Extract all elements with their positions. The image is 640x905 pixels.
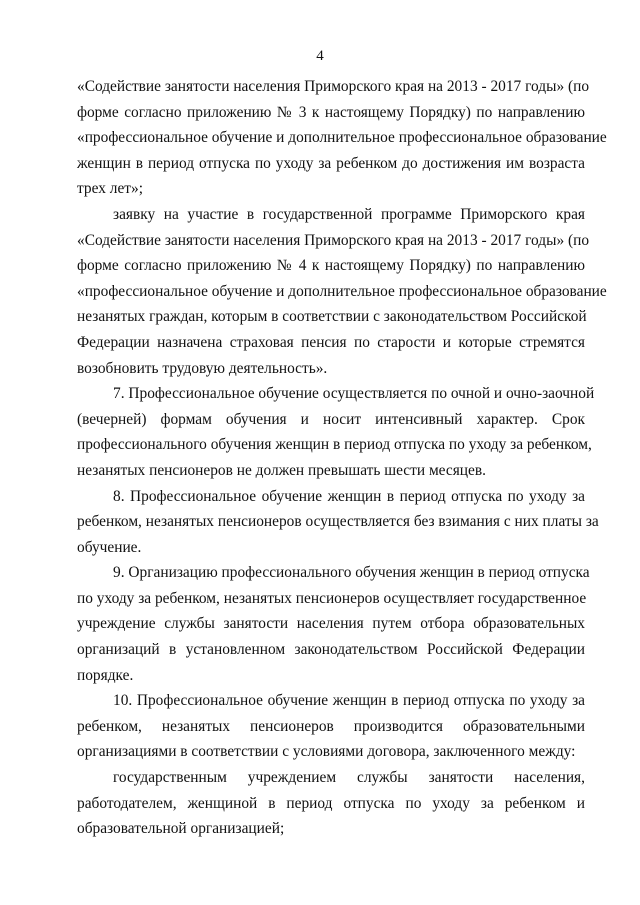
text-line: «Содействие занятости населения Приморского края на 2013 - 2017 годы» (по [77, 231, 590, 249]
text-line: ребенком, незанятых пенсионеров производится образовательными [77, 717, 585, 735]
text-line: возобновить трудовую деятельность». [77, 359, 328, 377]
text-line: 7. Профессиональное обучение осуществляется по очной и очно-заочной [113, 385, 595, 403]
text-line: незанятых граждан, которым в соответствии с законодательством Российской [77, 308, 587, 326]
text-line: форме согласно приложению № 3 к настоящему Порядку) по направлению [77, 103, 585, 121]
text-line: незанятых пенсионеров не должен превышать шести месяцев. [77, 461, 486, 479]
paragraph [77, 688, 585, 765]
text-line: «профессиональное обучение и дополнительное профессиональное образование [77, 129, 607, 147]
text-line: «Содействие занятости населения Приморского края на 2013 - 2017 годы» (по [77, 78, 590, 95]
text-line: заявку на участие в государственной программе Приморского края [113, 205, 585, 223]
text-line: трех лет»; [77, 180, 143, 198]
text-line: 10. Профессиональное обучение женщин в период отпуска по уходу за [113, 692, 585, 710]
text-line: ребенком, незанятых пенсионеров осуществляется без взимания с них платы за [77, 513, 599, 531]
text-line: 8. Профессиональное обучение женщин в период отпуска по уходу за [113, 487, 585, 505]
text-line: «профессиональное обучение и дополнительное профессиональное образование [77, 282, 607, 300]
text-line: организациями в соответствии с условиями договора, заключенного между: [77, 743, 576, 761]
text-line: образовательной организацией; [77, 820, 285, 838]
text-line: по уходу за ребенком, незанятых пенсионеров осуществляет государственное [77, 589, 587, 607]
paragraph [77, 74, 607, 202]
text-line: организаций в установленном законодательством Российской Федерации [77, 641, 585, 659]
paragraph [77, 381, 595, 483]
text-line: 9. Организацию профессионального обучения женщин в период отпуска [113, 564, 590, 582]
paragraph [77, 765, 585, 842]
page-number: 4 [316, 48, 324, 64]
paragraph [77, 560, 590, 688]
text-line: женщин в период отпуска по уходу за ребенком до достижения им возраста [77, 154, 585, 172]
text-line: (вечерней) формам обучения и носит интенсивный характер. Срок [77, 410, 585, 428]
document-body [77, 74, 607, 842]
text-line: работодателем, женщиной в период отпуска по уходу за ребенком и [77, 794, 585, 812]
text-line: форме согласно приложению № 4 к настоящему Порядку) по направлению [77, 257, 585, 275]
paragraph [77, 484, 599, 561]
paragraph [77, 202, 607, 381]
text-line: учреждение службы занятости населения путем отбора образовательных [77, 615, 585, 633]
text-line: обучение. [77, 538, 142, 556]
text-line: профессионального обучения женщин в период отпуска по уходу за ребенком, [77, 436, 592, 454]
text-line: порядке. [77, 666, 134, 684]
text-line: государственным учреждением службы занятости населения, [113, 769, 585, 787]
text-line: Федерации назначена страховая пенсия по старости и которые стремятся [77, 333, 585, 351]
